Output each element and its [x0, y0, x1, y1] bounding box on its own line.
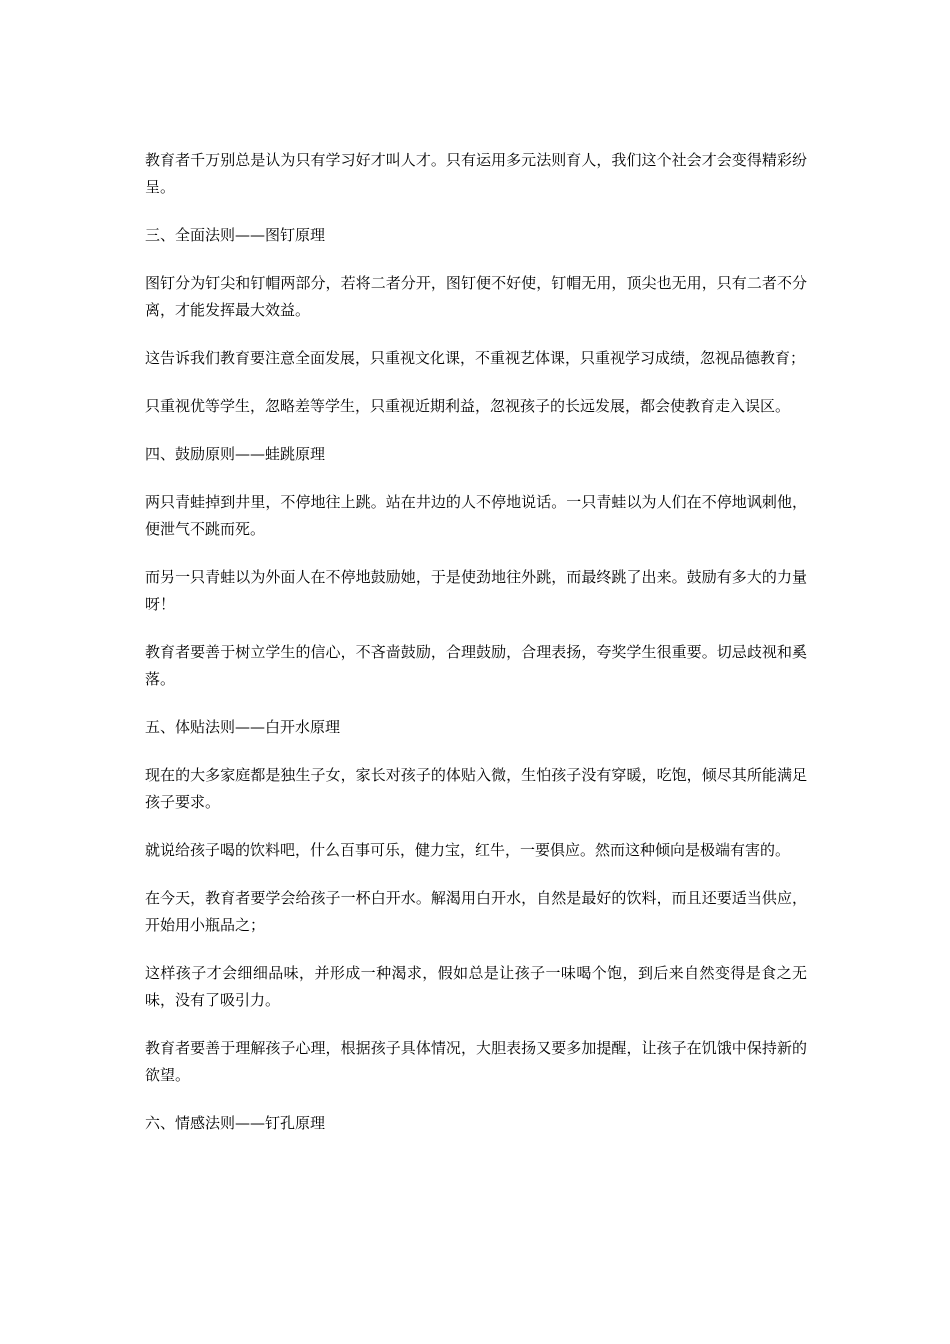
paragraph: 教育者要善于树立学生的信心，不吝啬鼓励，合理鼓励，合理表扬，夸奖学生很重要。切忌歧视和奚落。	[145, 643, 807, 688]
paragraph: 而另一只青蛙以为外面人在不停地鼓励她，于是使劲地往外跳，而最终跳了出来。鼓励有多大的力量呀！	[145, 568, 807, 613]
paragraph: 教育者要善于理解孩子心理，根据孩子具体情况，大胆表扬又要多加提醒，让孩子在饥饿中保持新的欲望。	[145, 1039, 807, 1084]
paragraph: 图钉分为钉尖和钉帽两部分，若将二者分开，图钉便不好使，钉帽无用，顶尖也无用，只有二者不分离，才能发挥最大效益。	[145, 274, 807, 319]
paragraph: 现在的大多家庭都是独生子女，家长对孩子的体贴入微，生怕孩子没有穿暖，吃饱，倾尽其所能满足孩子要求。	[145, 766, 807, 811]
paragraph: 只重视优等学生，忽略差等学生，只重视近期利益，忽视孩子的长远发展，都会使教育走入误区。	[145, 397, 791, 415]
paragraph: 在今天，教育者要学会给孩子一杯白开水。解渴用白开水，自然是最好的饮料，而且还要适当供应，开始用小瓶品之；	[145, 889, 807, 934]
section-heading: 三、全面法则——图钉原理	[145, 226, 326, 244]
section-heading: 五、体贴法则——白开水原理	[145, 718, 341, 736]
paragraph: 就说给孩子喝的饮料吧，什么百事可乐，健力宝，红牛，一要俱应。然而这种倾向是极端有害的。	[145, 841, 791, 859]
section-heading: 四、鼓励原则——蛙跳原理	[145, 445, 326, 463]
paragraph: 两只青蛙掉到井里，不停地往上跳。站在井边的人不停地说话。一只青蛙以为人们在不停地讽刺他，便泄气不跳而死。	[145, 493, 807, 538]
paragraph: 这样孩子才会细细品味，并形成一种渴求，假如总是让孩子一味喝个饱，到后来自然变得是食之无味，没有了吸引力。	[145, 964, 807, 1009]
document-body	[145, 147, 807, 1158]
paragraph: 教育者千万别总是认为只有学习好才叫人才。只有运用多元法则育人，我们这个社会才会变得精彩纷呈。	[145, 151, 807, 196]
section-heading: 六、情感法则——钉孔原理	[145, 1114, 326, 1132]
paragraph: 这告诉我们教育要注意全面发展，只重视文化课，不重视艺体课，只重视学习成绩，忽视品德教育；	[145, 349, 806, 367]
